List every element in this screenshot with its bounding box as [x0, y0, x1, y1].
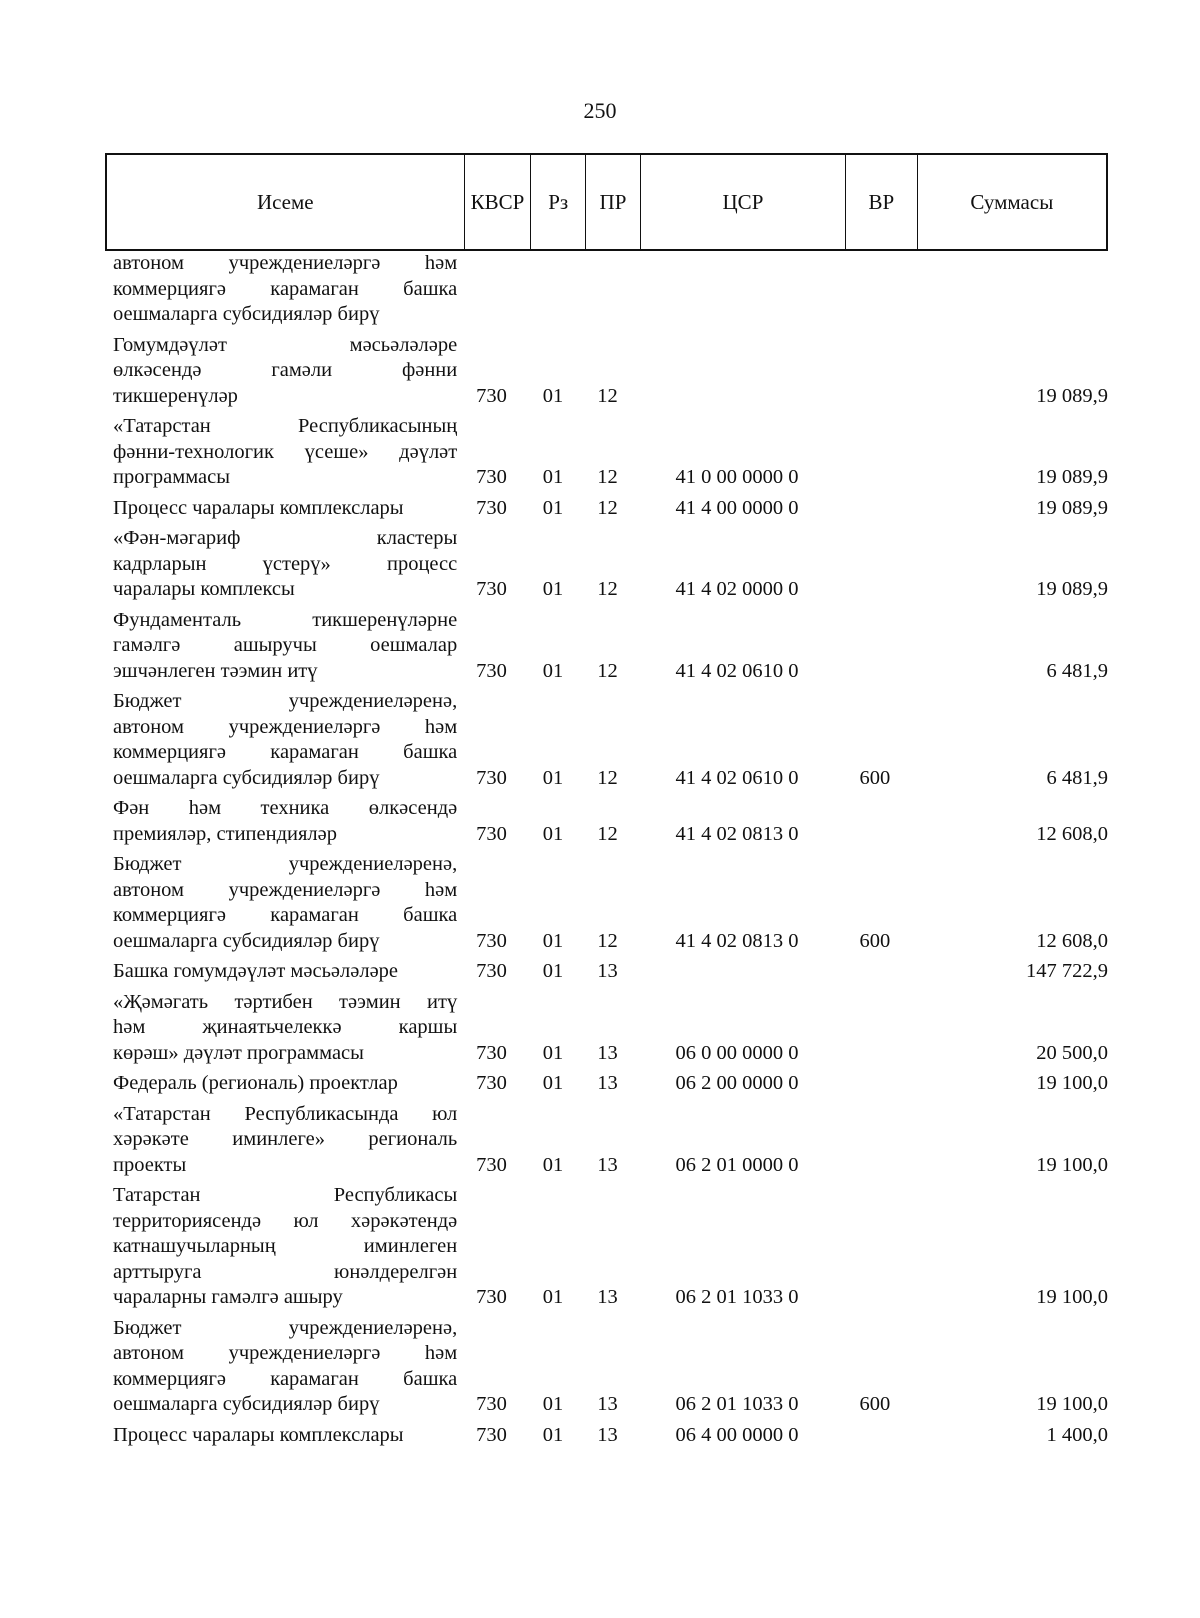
row-name	[105, 1183, 457, 1311]
row-name-line: Процесс чаралары комплекслары	[113, 496, 404, 519]
row-rz: 01	[542, 659, 564, 682]
table-body	[105, 251, 1108, 1453]
row-sum: 19 089,9	[1036, 496, 1108, 519]
row-name-line: автоном учреждениеләргә һәм	[113, 715, 458, 738]
row-pr: 13	[597, 1153, 618, 1176]
row-name	[105, 526, 457, 603]
row-csr: 41 4 02 0610 0	[675, 659, 799, 682]
row-name-line: Татарстан Республикасы	[113, 1184, 458, 1206]
row-name-line: автоном учреждениеләргә һәм	[113, 878, 458, 901]
row-name	[105, 990, 457, 1067]
row-rz: 01	[542, 766, 564, 789]
row-rz: 01	[542, 822, 564, 845]
table-row	[105, 796, 1108, 847]
table-row	[105, 333, 1108, 410]
row-name-line: хәрәкәте иминлеге» региональ	[113, 1128, 458, 1150]
row-name-line: һәм җинаятьчелеккә каршы	[113, 1016, 458, 1038]
row-name	[105, 796, 457, 847]
header-sum: Суммасы	[970, 189, 1054, 214]
row-csr: 41 0 00 0000 0	[675, 466, 799, 488]
row-name-line: коммерциягә карамаган башка	[113, 904, 458, 926]
row-kvsr: 730	[476, 496, 507, 519]
row-kvsr: 730	[476, 1041, 507, 1064]
table-row	[105, 414, 1108, 491]
table-row	[105, 1316, 1108, 1418]
row-name	[105, 852, 457, 954]
row-name-line: оешмаларга субсидияләр бирү	[113, 766, 380, 789]
row-name-line: оешмаларга субсидияләр бирү	[113, 929, 380, 952]
row-rz: 01	[542, 929, 564, 952]
row-name-line: Бюджет учреждениеләренә,	[113, 1316, 458, 1339]
row-rz: 01	[542, 578, 564, 600]
row-name-line: проекты	[113, 1153, 187, 1176]
row-sum: 19 089,9	[1036, 384, 1108, 407]
row-name	[105, 496, 457, 522]
row-name-line: Фундаменталь тикшеренүләрне	[113, 608, 458, 631]
row-kvsr: 730	[476, 578, 507, 600]
row-name-line: фәнни-технологик үсеше» дәүләт	[113, 440, 458, 463]
row-kvsr: 730	[476, 384, 507, 407]
row-vr: 600	[859, 1393, 891, 1415]
table-row	[105, 689, 1108, 791]
row-name	[105, 608, 457, 685]
row-csr: 06 0 00 0000 0	[675, 1041, 799, 1064]
header-kvsr: КВСР	[465, 155, 532, 249]
row-kvsr: 730	[476, 1153, 507, 1176]
row-sum: 12 608,0	[1036, 822, 1108, 845]
row-csr: 06 4 00 0000 0	[675, 1423, 799, 1446]
header-name: Исеме	[107, 155, 465, 249]
row-sum: 6 481,9	[1046, 766, 1108, 789]
row-sum: 19 089,9	[1036, 466, 1108, 488]
header-rz: Рз	[531, 155, 586, 249]
row-name-line: автоном учреждениеләргә һәм	[113, 1342, 458, 1364]
header-vr: ВР	[846, 155, 918, 249]
table-row	[105, 608, 1108, 685]
row-vr: 600	[859, 929, 891, 952]
row-name-line: кадрларын үстерү» процесс	[113, 552, 458, 575]
row-kvsr: 730	[476, 929, 507, 952]
row-name-line: коммерциягә карамаган башка	[113, 1367, 458, 1390]
row-rz: 01	[542, 1072, 564, 1094]
row-name-line: өлкәсендә гамәли фәнни	[113, 359, 458, 381]
table-row	[105, 251, 1108, 328]
row-rz: 01	[542, 1423, 564, 1446]
row-name	[105, 1423, 457, 1449]
row-name-line: чараларны гамәлгә ашыру	[113, 1286, 343, 1308]
row-kvsr: 730	[476, 960, 507, 982]
row-name-line: Фән һәм техника өлкәсендә	[113, 797, 458, 819]
row-csr: 41 4 02 0610 0	[675, 766, 799, 789]
row-name	[105, 689, 457, 791]
row-name-line: территориясендә юл хәрәкәтендә	[113, 1209, 458, 1232]
row-name	[105, 333, 457, 410]
row-csr: 41 4 00 0000 0	[675, 496, 799, 519]
row-pr: 12	[597, 496, 618, 519]
row-vr: 600	[859, 766, 891, 789]
row-kvsr: 730	[476, 822, 507, 845]
row-name-line: чаралары комплексы	[113, 578, 295, 600]
row-name-line: эшчәнлеген тәэмин итү	[113, 659, 318, 682]
table-row	[105, 1102, 1108, 1179]
row-name	[105, 1102, 457, 1179]
row-sum: 6 481,9	[1046, 659, 1108, 682]
row-kvsr: 730	[476, 1286, 507, 1308]
row-name	[105, 1071, 457, 1097]
row-name	[105, 959, 457, 985]
row-name-line: тикшеренүләр	[113, 384, 238, 407]
row-csr: 06 2 01 1033 0	[675, 1286, 799, 1308]
table-row	[105, 1423, 1108, 1449]
row-csr: 41 4 02 0813 0	[675, 822, 799, 845]
row-pr: 13	[597, 1423, 618, 1446]
row-rz: 01	[542, 466, 564, 488]
header-pr: ПР	[586, 155, 641, 249]
row-name-line: гамәлгә ашыручы оешмалар	[113, 634, 458, 656]
row-name-line: Бюджет учреждениеләренә,	[113, 853, 458, 875]
table-row	[105, 526, 1108, 603]
table-row	[105, 496, 1108, 522]
row-kvsr: 730	[476, 1072, 507, 1094]
row-kvsr: 730	[476, 1393, 507, 1415]
row-sum: 19 100,0	[1036, 1072, 1108, 1094]
row-csr: 06 2 00 0000 0	[675, 1072, 799, 1094]
row-csr: 41 4 02 0000 0	[675, 578, 799, 600]
row-pr: 13	[597, 1072, 618, 1094]
row-sum: 19 089,9	[1036, 578, 1108, 600]
table-row	[105, 990, 1108, 1067]
row-sum: 19 100,0	[1036, 1153, 1108, 1176]
row-name-line: арттыруга юнәлдерелгән	[113, 1260, 458, 1283]
row-csr: 06 2 01 0000 0	[675, 1153, 799, 1176]
row-kvsr: 730	[476, 766, 507, 789]
row-name-line: Федераль (региональ) проектлар	[113, 1072, 398, 1094]
row-pr: 12	[597, 929, 618, 952]
row-name	[105, 1316, 457, 1418]
row-rz: 01	[542, 960, 564, 982]
row-name-line: Гомумдәүләт мәсьәләләре	[113, 333, 458, 356]
row-name-line: коммерциягә карамаган башка	[113, 741, 458, 763]
row-pr: 12	[597, 659, 618, 682]
row-name-line: Бюджет учреждениеләренә,	[113, 690, 458, 712]
row-name-line: Процесс чаралары комплекслары	[113, 1423, 404, 1446]
row-name-line: катнашучыларның иминлеген	[113, 1235, 458, 1257]
row-name-line: программасы	[113, 466, 231, 488]
row-pr: 12	[597, 384, 618, 407]
row-kvsr: 730	[476, 466, 507, 488]
row-name-line: коммерциягә карамаган башка	[113, 277, 458, 300]
table-row	[105, 1071, 1108, 1097]
row-pr: 12	[597, 822, 618, 845]
row-rz: 01	[542, 1286, 564, 1308]
header-csr: ЦСР	[641, 155, 846, 249]
row-sum: 147 722,9	[1026, 960, 1108, 982]
row-sum: 19 100,0	[1036, 1393, 1108, 1415]
row-name	[105, 251, 457, 328]
row-pr: 12	[597, 466, 618, 488]
row-kvsr: 730	[476, 659, 507, 682]
table-header	[105, 153, 1108, 251]
row-pr: 13	[597, 1041, 618, 1064]
row-pr: 13	[597, 1286, 618, 1308]
row-name-line: премияләр, стипендияләр	[113, 822, 337, 845]
table-row	[105, 852, 1108, 954]
row-sum: 19 100,0	[1036, 1286, 1108, 1308]
row-sum: 1 400,0	[1046, 1423, 1108, 1446]
row-rz: 01	[542, 1393, 564, 1415]
row-csr: 41 4 02 0813 0	[675, 929, 799, 952]
row-rz: 01	[542, 1153, 564, 1176]
row-pr: 13	[597, 1393, 618, 1415]
table-row	[105, 959, 1108, 985]
row-name-line: оешмаларга субсидияләр бирү	[113, 303, 380, 325]
row-rz: 01	[542, 384, 564, 407]
table-row	[105, 1183, 1108, 1311]
row-csr: 06 2 01 1033 0	[675, 1393, 799, 1415]
row-name-line: Башка гомумдәүләт мәсьәләләре	[113, 960, 399, 982]
row-kvsr: 730	[476, 1423, 507, 1446]
row-rz: 01	[542, 1041, 564, 1064]
row-name-line: «Татарстан Республикасының	[113, 415, 458, 437]
row-pr: 13	[597, 960, 618, 982]
row-rz: 01	[542, 496, 564, 519]
row-sum: 12 608,0	[1036, 929, 1108, 952]
row-pr: 12	[597, 578, 618, 600]
row-name-line: «Җәмәгать тәртибен тәэмин итү	[113, 990, 458, 1013]
row-name-line: «Татарстан Республикасында юл	[113, 1102, 458, 1125]
row-name-line: «Фән-мәгариф кластеры	[113, 527, 458, 549]
row-name-line: автоном учреждениеләргә һәм	[113, 252, 458, 274]
row-name-line: оешмаларга субсидияләр бирү	[113, 1393, 380, 1415]
row-name	[105, 414, 457, 491]
row-name-line: көрәш» дәүләт программасы	[113, 1041, 364, 1064]
page-number: 250	[583, 98, 617, 123]
row-pr: 12	[597, 766, 618, 789]
row-sum: 20 500,0	[1036, 1041, 1108, 1064]
